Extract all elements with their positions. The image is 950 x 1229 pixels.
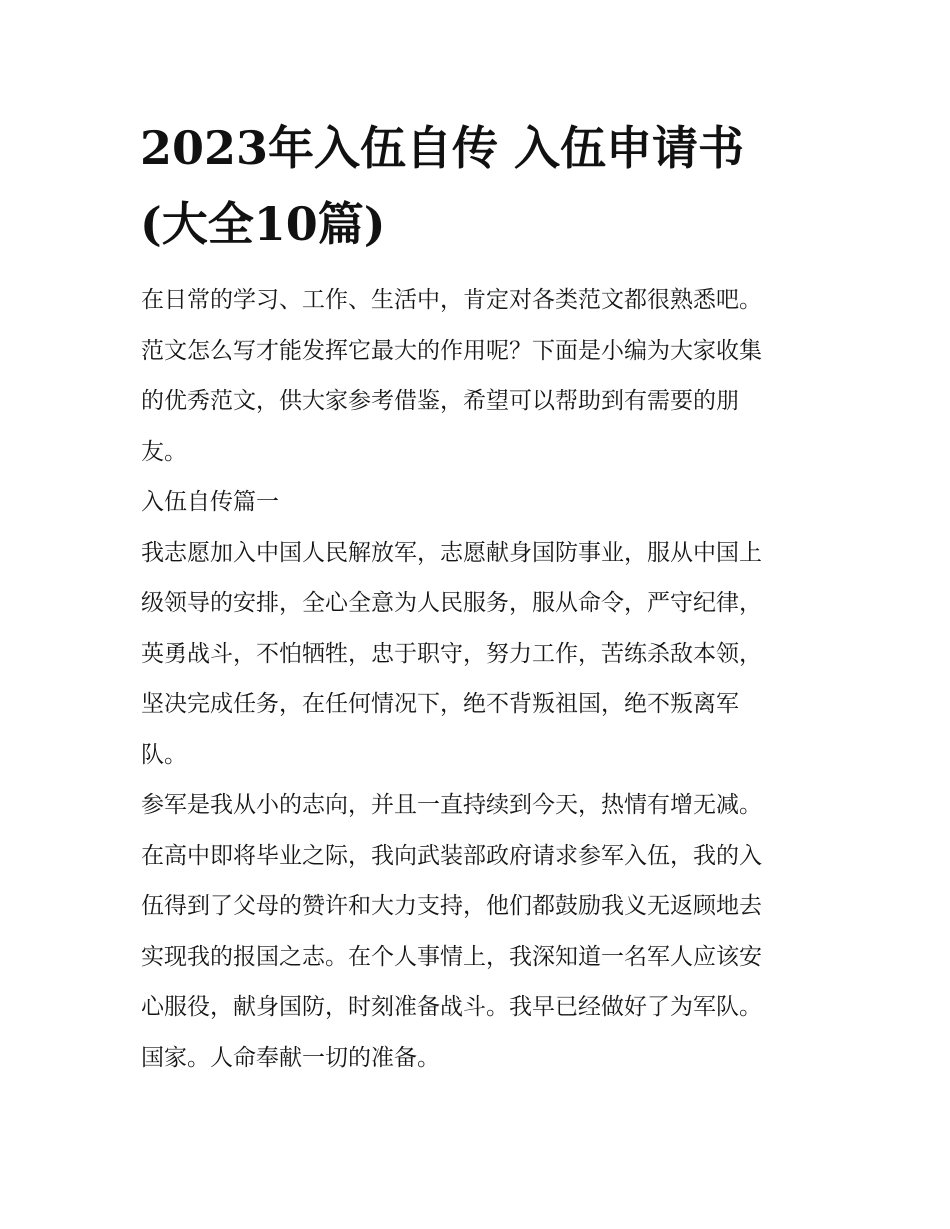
paragraph-1: [141, 528, 821, 781]
text-line: 友。: [141, 438, 187, 465]
text-line: 心服役，献身国防，时刻准备战斗。我早已经做好了为军队。: [141, 994, 762, 1020]
paragraph-2: [141, 780, 821, 1083]
intro-paragraph: [141, 275, 821, 477]
title-line: 2023年入伍自传 入伍申请书: [140, 121, 745, 175]
title-line: (大全10篇): [140, 197, 386, 251]
text-line: 英勇战斗，不怕牺牲，忠于职守，努力工作，苦练杀敌本领，: [141, 640, 762, 667]
text-line: 在日常的学习、工作、生活中，肯定对各类范文都很熟悉吧。: [141, 287, 762, 313]
text-line: 实现我的报国之志。在个人事情上，我深知道一名军人应该安: [141, 943, 762, 970]
text-line: 级领导的安排，全心全意为人民服务，服从命令，严守纪律，: [141, 590, 762, 616]
text-line: 我志愿加入中国人民解放军，志愿献身国防事业，服从中国上: [141, 539, 762, 566]
page-title: [140, 110, 820, 262]
text-line: 参军是我从小的志向，并且一直持续到今天，热情有增无减。: [141, 792, 762, 818]
text-line: 国家。人命奉献一切的准备。: [141, 1044, 440, 1071]
text-line: 伍得到了父母的赞许和大力支持，他们都鼓励我义无返顾地去: [141, 893, 762, 919]
section-heading: [141, 477, 821, 528]
text-line: 坚决完成任务，在任何情况下，绝不背叛祖国，绝不叛离军: [141, 691, 739, 717]
text-line: 的优秀范文，供大家参考借鉴，希望可以帮助到有需要的朋: [141, 388, 739, 414]
text-line: 队。: [141, 741, 187, 768]
section-heading-text: 入伍自传篇一: [141, 489, 279, 515]
text-line: 在高中即将毕业之际，我向武装部政府请求参军入伍，我的入: [141, 842, 762, 869]
text-line: 范文怎么写才能发挥它最大的作用呢？下面是小编为大家收集: [141, 337, 762, 364]
document-body: [141, 275, 821, 1083]
